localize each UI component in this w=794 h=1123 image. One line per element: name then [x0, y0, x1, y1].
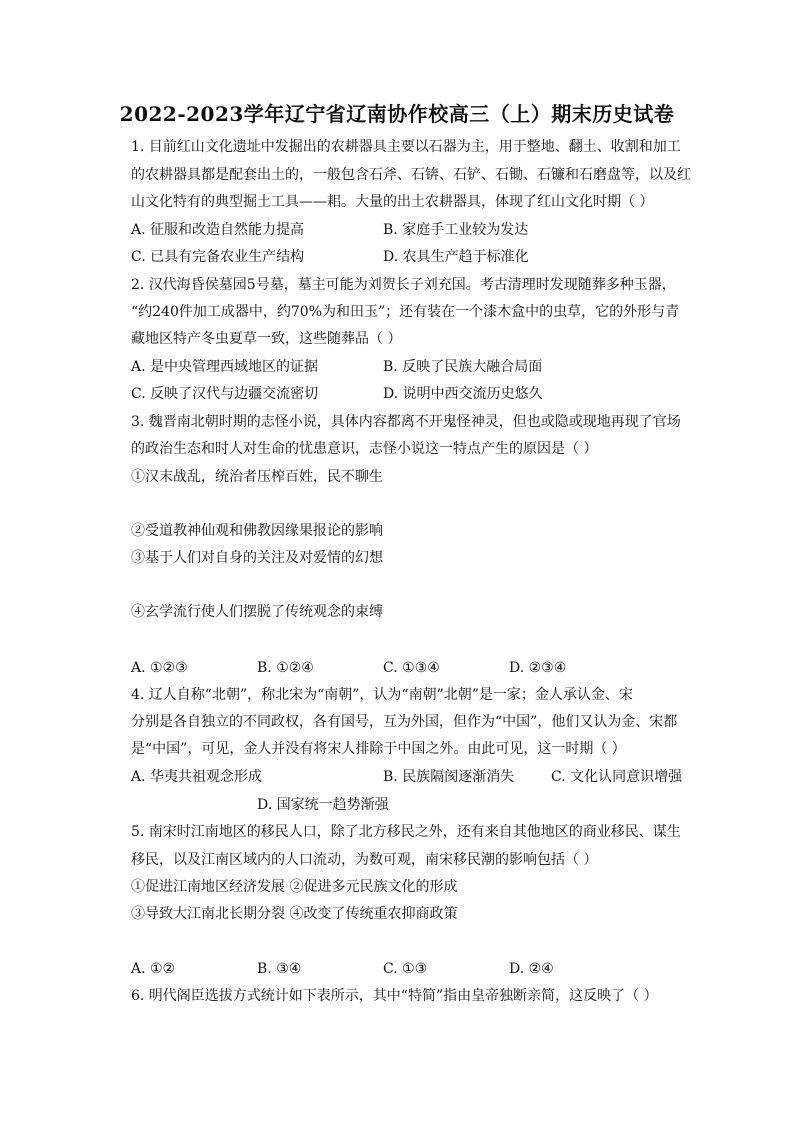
q2-option-d: D. 说明中西交流历史悠久 [383, 386, 543, 402]
q4-option-d: D. 国家统一趋势渐强 [257, 797, 389, 813]
q1-option-a: A. 征服和改造自然能力提高 [131, 222, 305, 238]
q1-option-d: D. 农具生产趋于标准化 [383, 249, 529, 265]
q5-line-1: 5. 南宋时江南地区的移民人口，除了北方移民之外，还有来自其他地区的商业移民、谋生 [131, 824, 681, 840]
q4-option-b: B. 民族隔阂逐渐消失 [383, 769, 515, 785]
q5-option-b: B. ③④ [257, 961, 302, 977]
q3-line-2: 的政治生态和时人对生命的忧患意识，志怪小说这一特点产生的原因是（ ） [131, 441, 598, 457]
q2-option-a: A. 是中央管理西域地区的证据 [131, 359, 319, 375]
q4-line-3: 是“中国”，可见，金人并没有将宋人排除于中国之外。由此可见，这一时期（ ） [131, 741, 626, 757]
q5-option-c: C. ①③ [383, 961, 428, 977]
q5-line-2: 移民，以及江南区域内的人口流动，为数可观，南宋移民潮的影响包括（ ） [131, 852, 598, 868]
q1-option-c: C. 已具有完备农业生产结构 [131, 249, 305, 265]
q4-option-a: A. 华夷共祖观念形成 [131, 769, 263, 785]
q3-item-1: ①汉末战乱，统治者压榨百姓，民不聊生 [131, 469, 383, 485]
q2-line-1: 2. 汉代海昏侯墓园5号墓，墓主可能为刘贺长子刘充国。考古清理时发现随葬多种玉器， [131, 277, 676, 293]
q3-item-2: ②受道教神仙观和佛教因缘果报论的影响 [131, 523, 383, 539]
q5-option-a: A. ①② [131, 961, 176, 977]
q4-line-2: 分别是各自独立的不同政权，各有国号，互为外国，但作为“中国”，他们又认为金、宋都 [131, 714, 678, 730]
q3-option-b: B. ①②④ [257, 660, 314, 676]
q4-line-1: 4. 辽人自称“北朝”，称北宋为“南朝”，认为“南朝”北朝”是一家；金人承认金、宋 [131, 687, 633, 703]
page-title: 2022-2023学年辽宁省辽南协作校高三（上）期末历史试卷 [119, 102, 675, 126]
q2-line-3: 藏地区特产冬虫夏草一致，这些随葬品（ ） [131, 331, 402, 347]
q6-line-1: 6. 明代阁臣选拔方式统计如下表所示，其中“特简”指由皇帝独断亲简，这反映了（ ） [131, 988, 658, 1004]
q5-item-2: ③导致大江南北长期分裂 ④改变了传统重农抑商政策 [131, 906, 458, 922]
q3-item-4: ④玄学流行使人们摆脱了传统观念的束缚 [131, 604, 383, 620]
q1-line-2: 的农耕器具都是配套出土的，一般包含石斧、石锛、石铲、石锄、石镰和石磨盘等，以及红 [131, 167, 691, 183]
q1-line-1: 1. 目前红山文化遗址中发掘出的农耕器具主要以石器为主，用于整地、翻土、收割和加工 [131, 139, 681, 155]
q2-line-2: “约240件加工成器中，约70%为和田玉”；还有装在一个漆木盒中的虫草，它的外形与青 [131, 304, 680, 320]
q1-option-b: B. 家庭手工业较为发达 [383, 222, 529, 238]
q3-option-a: A. ①②③ [131, 660, 188, 676]
q2-option-b: B. 反映了民族大融合局面 [383, 359, 543, 375]
q3-option-d: D. ②③④ [509, 660, 567, 676]
q5-option-d: D. ②④ [509, 961, 554, 977]
q5-item-1: ①促进江南地区经济发展 ②促进多元民族文化的形成 [131, 879, 458, 895]
q4-option-c: C. 文化认同意识增强 [551, 769, 683, 785]
q2-option-c: C. 反映了汉代与边疆交流密切 [131, 386, 319, 402]
q1-line-3: 山文化特有的典型掘土工具——耜。大量的出土农耕器具，体现了红山文化时期（ ） [131, 194, 654, 210]
q3-item-3: ③基于人们对自身的关注及对爱情的幻想 [131, 550, 383, 566]
q3-option-c: C. ①③④ [383, 660, 440, 676]
q3-line-1: 3. 魏晋南北朝时期的志怪小说，具体内容都离不开鬼怪神灵，但也或隐或现地再现了官场 [131, 414, 681, 430]
